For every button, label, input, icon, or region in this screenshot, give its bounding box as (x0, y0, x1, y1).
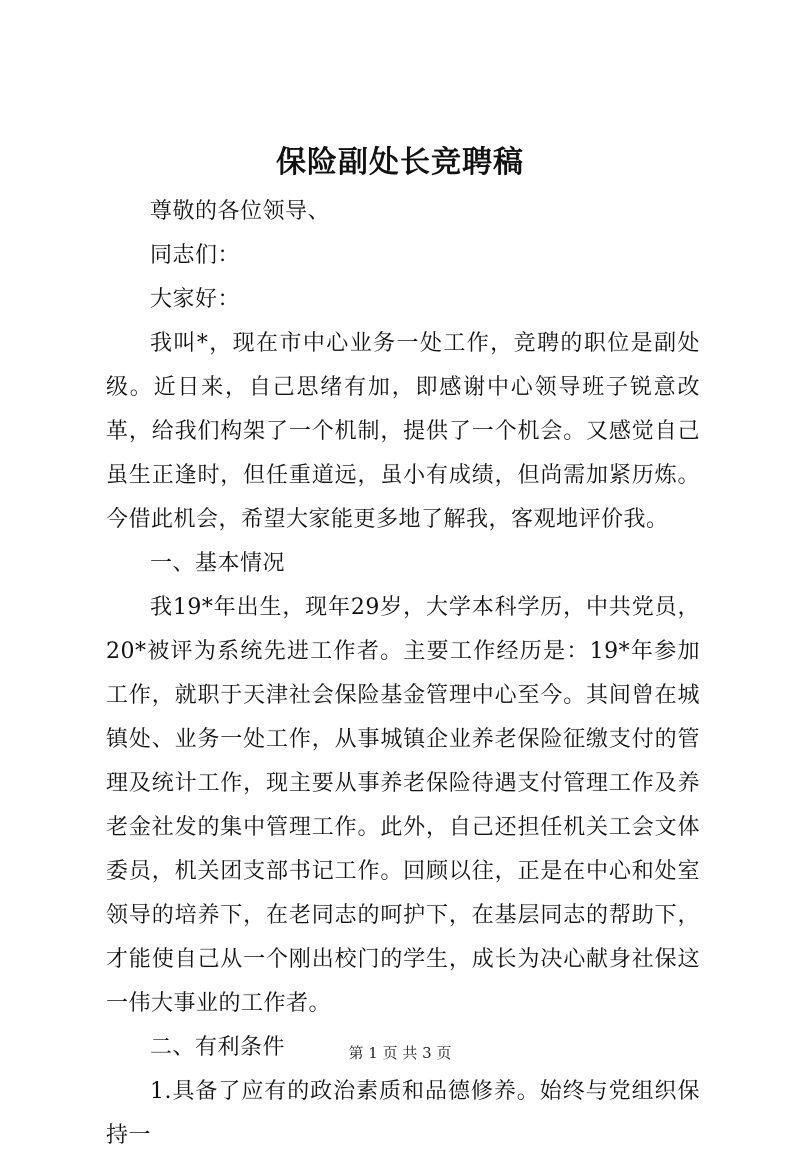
section-heading: 一、基本情况 (150, 551, 286, 576)
document-body (106, 190, 700, 1158)
paragraph: 1.具备了应有的政治素质和品德修养。始终与党组织保持一 (106, 1079, 700, 1148)
salutation-line: 同志们： (150, 243, 241, 268)
paragraph: 我叫*，现在市中心业务一处工作，竞聘的职位是副处级。近日来，自己思绪有加，即感谢中心领导班子锐意改革，给我们构架了一个机制，提供了一个机会。又感觉自己虽生正逢时，但任重道远，虽小有成绩，但尚需加紧历炼。今借此机会，希望大家能更多地了解我，客观地评价我。 (106, 331, 700, 532)
greeting-line: 大家好： (150, 287, 241, 312)
section-heading: 二、有利条件 (150, 1035, 286, 1060)
paragraph: 我19*年出生，现年29岁，大学本科学历，中共党员，20*被评为系统先进工作者。主要工作经历是：19*年参加工作，就职于天津社会保险基金管理中心至今。其间曾在城镇处、业务一处工作，从事城镇企业养老保险征缴支付的管理及统计工作，现主要从事养老保险待遇支付管理工作及养老金社发的集中管理工作。此外，自己还担任机关工会文体委员，机关团支部书记工作。回顾以往，正是在中心和处室领导的培养下，在老同志的呵护下，在基层同志的帮助下，才能使自己从一个刚出校门的学生，成长为决心献身社保这一伟大事业的工作者。 (106, 595, 700, 1016)
document-title: 保险副处长竞聘稿 (276, 145, 524, 180)
salutation-line: 尊敬的各位领导、 (150, 199, 331, 224)
page-number: 第 1 页 共 3 页 (348, 1044, 452, 1062)
